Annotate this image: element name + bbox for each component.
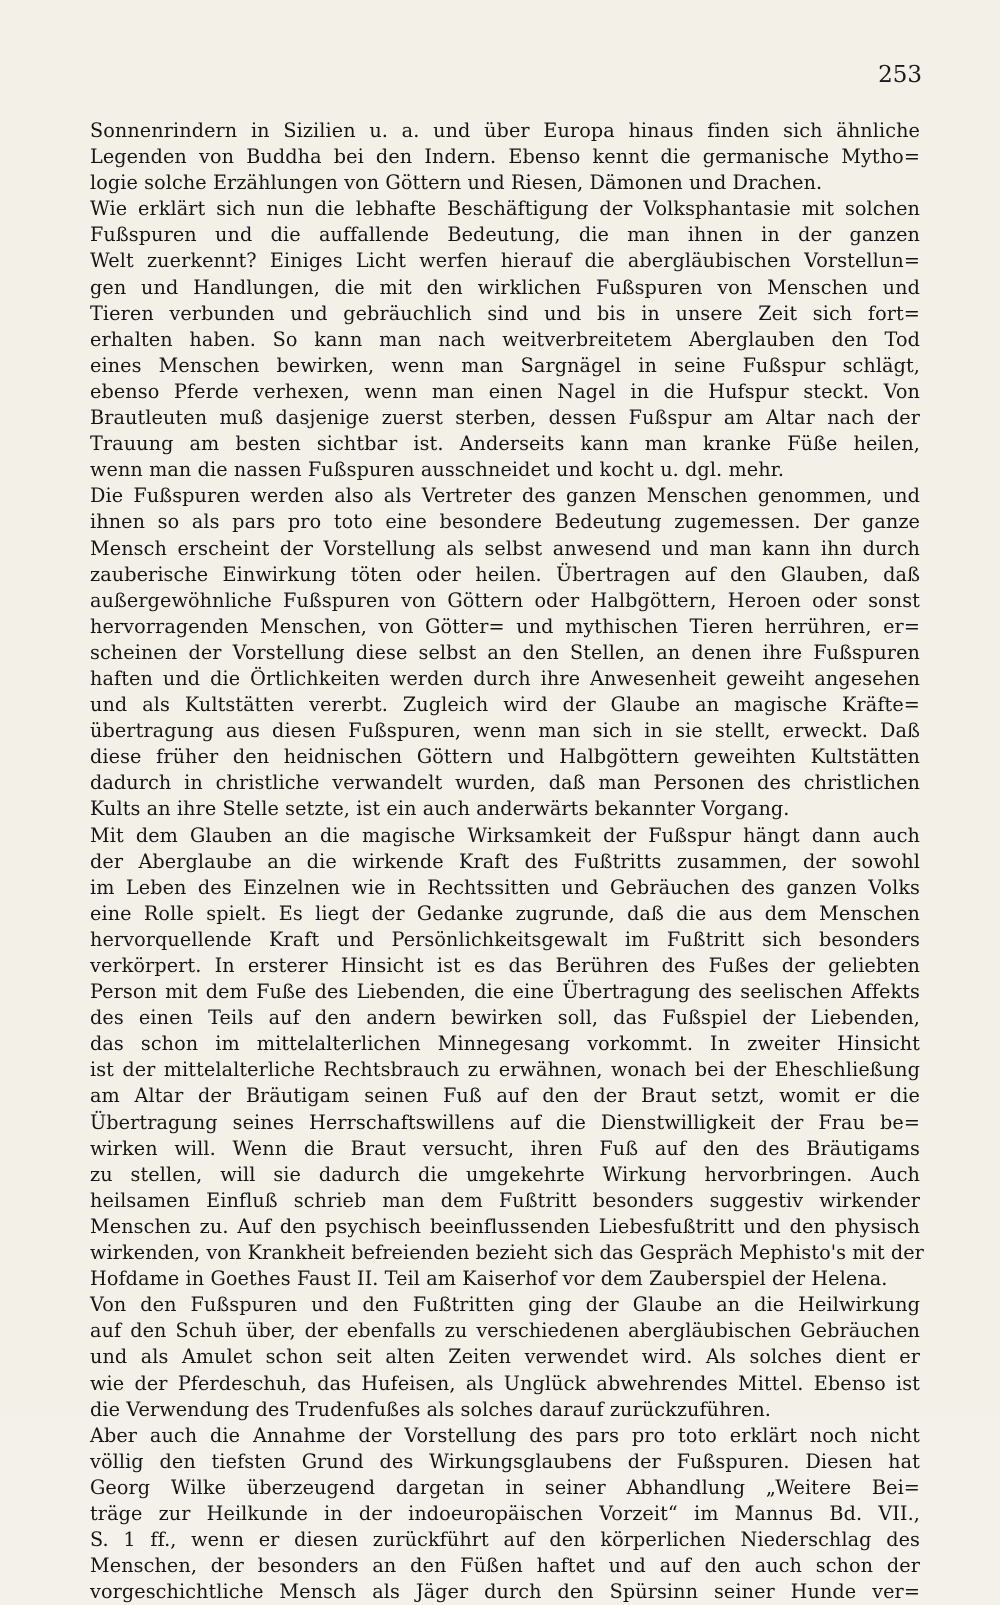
text-line: verkörpert. In ersterer Hinsicht ist es das Berühren des Fußes der geliebten <box>90 954 920 977</box>
text-line: Trauung am besten sichtbar ist. Anderseits kann man kranke Füße heilen, <box>90 432 920 456</box>
text-line: wirkenden, von Krankheit befreienden bezieht sich das Gespräch Mephisto's mit der <box>90 1241 924 1265</box>
body-text <box>90 118 924 1605</box>
text-line: Übertragung seines Herrschaftswillens auf die Dienstwilligkeit der Frau be= <box>90 1110 920 1134</box>
paragraph <box>90 1423 920 1605</box>
text-line: zu stellen, will sie dadurch die umgekehrte Wirkung hervorbringen. Auch <box>90 1162 920 1186</box>
text-line: vorgeschichtliche Mensch als Jäger durch den Spürsinn seiner Hunde ver= <box>90 1580 920 1604</box>
text-line: logie solche Erzählungen von Göttern und Riesen, Dämonen und Drachen. <box>90 171 823 195</box>
text-line: erhalten haben. So kann man nach weitverbreitetem Aberglauben den Tod <box>90 327 920 351</box>
text-line: diese früher den heidnischen Göttern und Halbgöttern geweihten Kultstätten <box>90 745 920 769</box>
text-line: Legenden von Buddha bei den Indern. Ebenso kennt die germanische Mytho= <box>90 145 920 169</box>
text-line: träge zur Heilkunde in der indoeuropäischen Vorzeit“ im Mannus Bd. VII., <box>90 1501 920 1525</box>
text-line: und als Amulet schon seit alten Zeiten verwendet wird. Als solches dient er <box>90 1345 920 1369</box>
page-number: 253 <box>878 62 922 88</box>
text-line: ihnen so als pars pro toto eine besondere Bedeutung zugemessen. Der ganze <box>90 510 920 534</box>
text-line: Mit dem Glauben an die magische Wirksamkeit der Fußspur hängt dann auch <box>90 823 920 847</box>
text-line: im Leben des Einzelnen wie in Rechtssitten und Gebräuchen des ganzen Volks <box>90 875 920 899</box>
text-line: Fußspuren und die auffallende Bedeutung, die man ihnen in der ganzen <box>90 223 920 247</box>
text-line: Tieren verbunden und gebräuchlich sind und bis in unsere Zeit sich fort= <box>90 301 920 325</box>
paragraph <box>90 1292 920 1422</box>
text-line: hervorquellende Kraft und Persönlichkeitsgewalt im Fußtritt sich besonders <box>90 927 920 951</box>
text-line: Wie erklärt sich nun die lebhafte Beschäftigung der Volksphantasie mit solchen <box>90 197 920 221</box>
text-line: Sonnenrindern in Sizilien u. a. und über Europa hinaus finden sich ähnliche <box>90 119 920 142</box>
text-line: Welt zuerkennt? Einiges Licht werfen hierauf die abergläubischen Vorstellun= <box>90 249 920 273</box>
text-line: dadurch in christliche verwandelt wurden, daß man Personen des christlichen <box>90 771 920 795</box>
text-line: Hofdame in Goethes Faust II. Teil am Kaiserhof vor dem Zauberspiel der Helena. <box>90 1267 888 1291</box>
text-line: Menschen, der besonders an den Füßen haftet und auf den auch schon der <box>90 1554 920 1578</box>
text-line: ebenso Pferde verhexen, wenn man einen Nagel in die Hufspur steckt. Von <box>90 379 920 403</box>
text-line: das schon im mittelalterlichen Minnegesang vorkommt. In zweiter Hinsicht <box>90 1032 920 1056</box>
text-line: Kults an ihre Stelle setzte, ist ein auch anderwärts bekannter Vorgang. <box>90 797 790 821</box>
text-line: zauberische Einwirkung töten oder heilen. Übertragen auf den Glauben, daß <box>90 562 920 586</box>
text-line: des einen Teils auf den andern bewirken soll, das Fußspiel der Liebenden, <box>90 1006 920 1030</box>
text-line: der Aberglaube an die wirkende Kraft des Fußtritts zusammen, der sowohl <box>90 849 920 873</box>
text-line: gen und Handlungen, die mit den wirklichen Fußspuren von Menschen und <box>90 275 920 299</box>
text-line: scheinen der Vorstellung diese selbst an den Stellen, an denen ihre Fußspuren <box>90 640 920 664</box>
text-line: Die Fußspuren werden also als Vertreter des ganzen Menschen genommen, und <box>90 484 920 508</box>
text-line: Menschen zu. Auf den psychisch beeinflussenden Liebesfußtritt und den physisch <box>90 1214 920 1238</box>
text-line: ist der mittelalterliche Rechtsbrauch zu erwähnen, wonach bei der Eheschließung <box>90 1058 920 1082</box>
text-line: Mensch erscheint der Vorstellung als selbst anwesend und man kann ihn durch <box>90 536 920 560</box>
paragraph <box>90 483 920 822</box>
paragraph <box>90 196 920 483</box>
text-line: hervorragenden Menschen, von Götter= und mythischen Tieren herrühren, er= <box>90 614 920 638</box>
text-line: übertragung aus diesen Fußspuren, wenn man sich in sie stellt, erweckt. Daß <box>90 719 920 743</box>
text-line: eines Menschen bewirken, wenn man Sargnägel in seine Fußspur schlägt, <box>90 353 920 377</box>
text-line: die Verwendung des Trudenfußes als solches darauf zurückzuführen. <box>90 1397 771 1421</box>
text-line: Person mit dem Fuße des Liebenden, die eine Übertragung des seelischen Affekts <box>90 980 920 1004</box>
text-line: völlig den tiefsten Grund des Wirkungsglaubens der Fußspuren. Diesen hat <box>90 1449 920 1473</box>
text-line: haften und die Örtlichkeiten werden durch ihre Anwesenheit geweiht angesehen <box>90 666 920 690</box>
paragraph <box>90 118 920 196</box>
text-line: Georg Wilke überzeugend dargetan in seiner Abhandlung „Weitere Bei= <box>90 1475 920 1499</box>
text-line: und als Kultstätten vererbt. Zugleich wird der Glaube an magische Kräfte= <box>90 693 920 717</box>
text-line: Aber auch die Annahme der Vorstellung des pars pro toto erklärt noch nicht <box>90 1423 920 1447</box>
text-line: Brautleuten muß dasjenige zuerst sterben, dessen Fußspur am Altar nach der <box>90 406 920 430</box>
text-line: eine Rolle spielt. Es liegt der Gedanke zugrunde, daß die aus dem Menschen <box>90 901 920 925</box>
text-line: S. 1 ff., wenn er diesen zurückführt auf den körperlichen Niederschlag des <box>90 1528 920 1552</box>
text-line: Von den Fußspuren und den Fußtritten ging der Glaube an die Heilwirkung <box>90 1293 920 1317</box>
text-line: auf den Schuh über, der ebenfalls zu verschiedenen abergläubischen Gebräuchen <box>90 1319 920 1343</box>
text-line: wenn man die nassen Fußspuren ausschneidet und kocht u. dgl. mehr. <box>90 458 785 482</box>
text-line: außergewöhnliche Fußspuren von Göttern oder Halbgöttern, Heroen oder sonst <box>90 588 920 612</box>
text-line: wirken will. Wenn die Braut versucht, ihren Fuß auf den des Bräutigams <box>90 1136 920 1160</box>
text-line: heilsamen Einfluß schrieb man dem Fußtritt besonders suggestiv wirkender <box>90 1188 920 1212</box>
text-line: am Altar der Bräutigam seinen Fuß auf den der Braut setzt, womit er die <box>90 1084 920 1108</box>
text-line: wie der Pferdeschuh, das Hufeisen, als Unglück abwehrendes Mittel. Ebenso ist <box>90 1371 920 1395</box>
paragraph <box>90 823 924 1293</box>
